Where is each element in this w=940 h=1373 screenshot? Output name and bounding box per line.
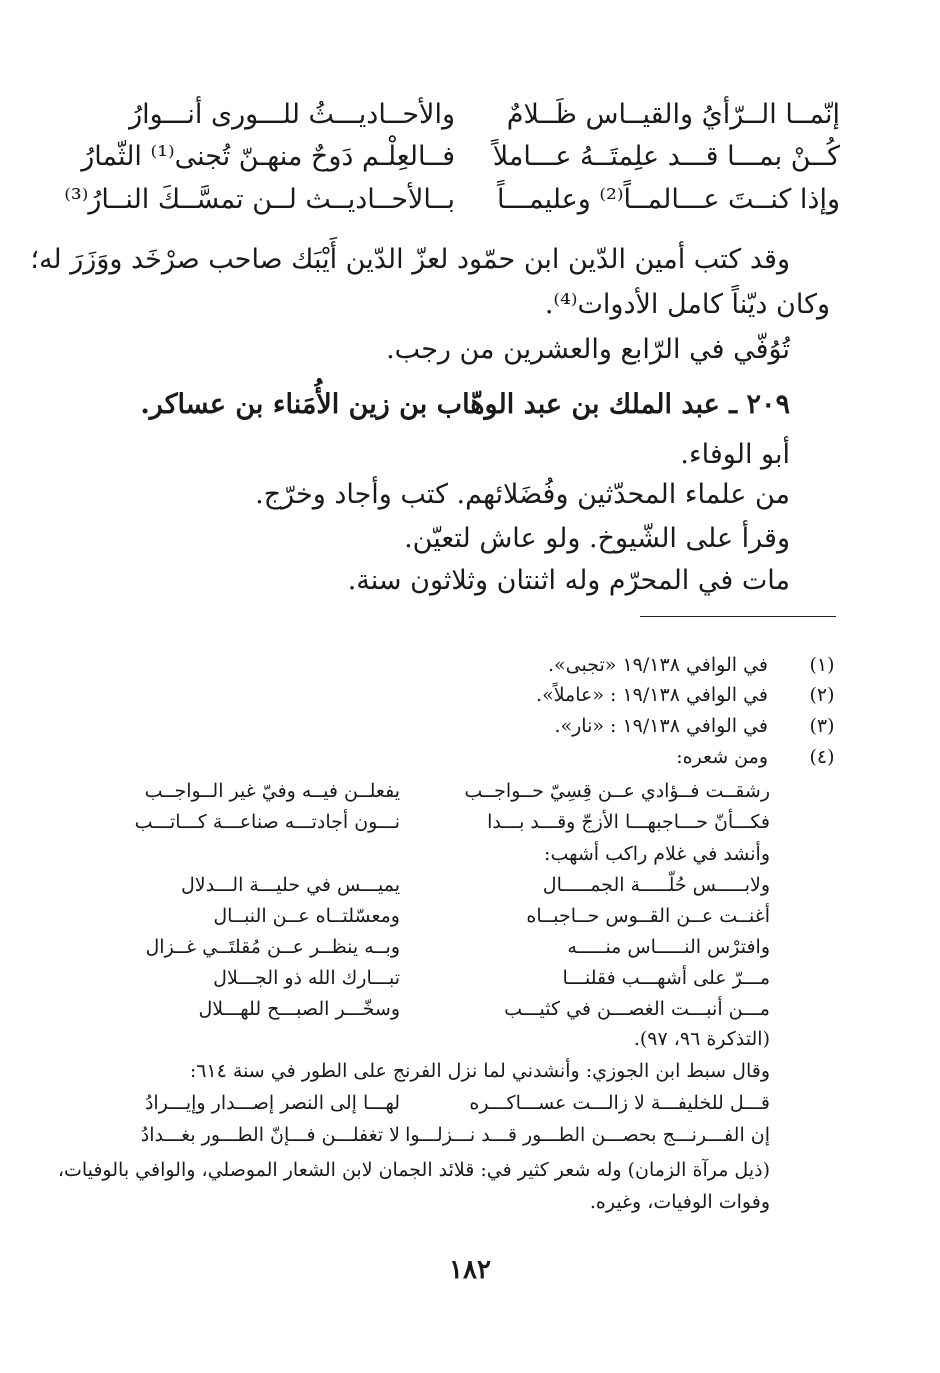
verse-second-hemistich: يميـــس في حليـــة الـــدلال — [180, 874, 400, 896]
poem-verse — [110, 95, 840, 135]
footnote-intro: وقال سبط ابن الجوزي: وأنشدني لما نزل الفرنج على الطور في سنة ٦١٤: — [189, 1060, 770, 1082]
footnote-closing-line: وفوات الوفيات، وغيره. — [589, 1191, 770, 1213]
footnote-verse — [110, 963, 770, 993]
footnote-intro: وأنشد في غلام راكب أشهب: — [544, 843, 770, 865]
footnote-verse — [110, 776, 770, 806]
verse-first-hemistich: قـــل للخليفـــة لا زالـــت عســـاكـــره — [469, 1092, 770, 1114]
footnote-verse — [110, 1120, 770, 1150]
footnote-text: ومن شعره: — [676, 746, 768, 768]
entry-line: أبو الوفاء. — [680, 439, 790, 470]
verse-first-hemistich: رشقــت فــؤادي عــن قِسِيّ حــواجــب — [464, 780, 770, 802]
footnote-number: (٢) — [809, 684, 835, 706]
verse-second-hemistich: تبـــارك الله ذو الجـــلال — [213, 967, 400, 989]
verse-second-hemistich: فــالعِلْـم دَوحٌ منهـنّ تُجنى⁽¹⁾ الثّمارُ — [81, 141, 455, 172]
verse-first-hemistich: مـــن أنبـــت الغصـــن في كثيـــب — [504, 998, 770, 1020]
footnote-number: (١) — [809, 654, 835, 676]
footnote-source: (التذكرة ٩٦، ٩٧). — [633, 1028, 770, 1050]
verse-second-hemistich: لهـــا إلى النصر إصـــدار وإيـــرادُ — [144, 1092, 400, 1114]
verse-second-hemistich: ومعسّلتــاه عــن النبــال — [213, 905, 400, 927]
poem-verse — [81, 137, 840, 177]
footnote-separator — [640, 616, 836, 617]
footnote — [110, 680, 840, 710]
entry-line: مات في المحرّم وله اثنتان وثلاثون سنة. — [347, 565, 790, 596]
footnote-number: (٣) — [809, 715, 835, 737]
verse-second-hemistich: نـــون أجادتـــه صناعـــة كـــاتـــب — [134, 811, 400, 833]
verse-first-hemistich: كُــنْ بمـــا قـــد علِمتَــهُ عـــاملاً — [492, 141, 840, 172]
verse-first-hemistich: إن الفـــرنـــج بحصـــن الطـــور قـــد نـــزلـــوا — [405, 1124, 770, 1146]
verse-second-hemistich: وسخّـــر الصبـــح للهـــلال — [198, 998, 400, 1020]
footnote-verse — [110, 994, 770, 1024]
verse-first-hemistich: مـــرّ على أشهـــب فقلنـــا — [562, 967, 770, 989]
footnote-text: في الوافي ١٩/١٣٨ : «عاملاً». — [536, 684, 768, 706]
paragraph-line: وقد كتب أمين الدّين ابن حمّود لعزّ الدّين أَيْبَك صاحب صرْخَد ووَزَرَ له؛ — [30, 244, 790, 275]
verse-first-hemistich: فكـــأنّ حـــاجبهـــا الأزجّ وقـــد بـــدا — [487, 811, 770, 833]
verse-second-hemistich: لا تغفلـــن فـــإنّ الطـــور بغـــدادُ — [140, 1124, 400, 1146]
entry-heading: ٢٠٩ ـ عبد الملك بن عبد الوهّاب بن زين الأُمَناء بن عساكر. — [140, 389, 790, 420]
footnote-number: (٤) — [809, 746, 835, 768]
death-note: تُوُفّي في الرّابع والعشرين من رجب. — [386, 334, 790, 365]
page-number: ١٨٢ — [449, 1255, 491, 1285]
footnote — [110, 742, 840, 772]
footnote-verse — [110, 807, 770, 837]
poem-verse — [64, 180, 840, 220]
footnote-text: في الوافي ١٩/١٣٨ : «نار». — [554, 715, 768, 737]
footnote-verse — [110, 901, 770, 931]
verse-first-hemistich: وإذا كنــتَ عـــالمــاً⁽²⁾ وعليمـــاً — [497, 184, 840, 215]
footnote — [110, 650, 840, 680]
entry-line: وقرأ على الشّيوخ. ولو عاش لتعيّن. — [404, 523, 790, 554]
paragraph-line: وكان ديّناً كامل الأدوات⁽⁴⁾. — [544, 289, 830, 320]
footnote-verse — [110, 1088, 770, 1118]
verse-first-hemistich: وافترْس النـــــاس منـــــه — [567, 936, 770, 958]
entry-line: من علماء المحدّثين وفُضَلائهم. كتب وأجاد وخرّج. — [255, 479, 790, 510]
footnote — [110, 711, 840, 741]
verse-second-hemistich: والأحــاديـــثُ للـــورى أنـــوارُ — [129, 99, 455, 130]
verse-first-hemistich: ولابـــــس حُلّـــــة الجمـــــال — [542, 874, 770, 896]
verse-second-hemistich: يفعلــن فيــه وفيّ غير الــواجــب — [144, 780, 400, 802]
verse-second-hemistich: وبــه ينظــر عــن مُقلتَــي غــزال — [145, 936, 400, 958]
verse-second-hemistich: بــالأحــاديــث لــن تمسَّــكَ النــارُ⁽³⁾ — [64, 184, 455, 215]
footnote-verse — [110, 870, 770, 900]
footnote-text: في الوافي ١٩/١٣٨ «تجبى». — [548, 654, 768, 676]
footnote-verse — [110, 932, 770, 962]
verse-first-hemistich: إنّمــا الــرّأيُ والقيــاس ظَــلامٌ — [506, 99, 840, 130]
verse-first-hemistich: أغنــت عــن القــوس حــاجبــاه — [526, 905, 770, 927]
footnote-closing-line: (ذيل مرآة الزمان) وله شعر كثير في: قلائد الجمان لابن الشعار الموصلي، والوافي بالوفيات، — [57, 1159, 770, 1181]
